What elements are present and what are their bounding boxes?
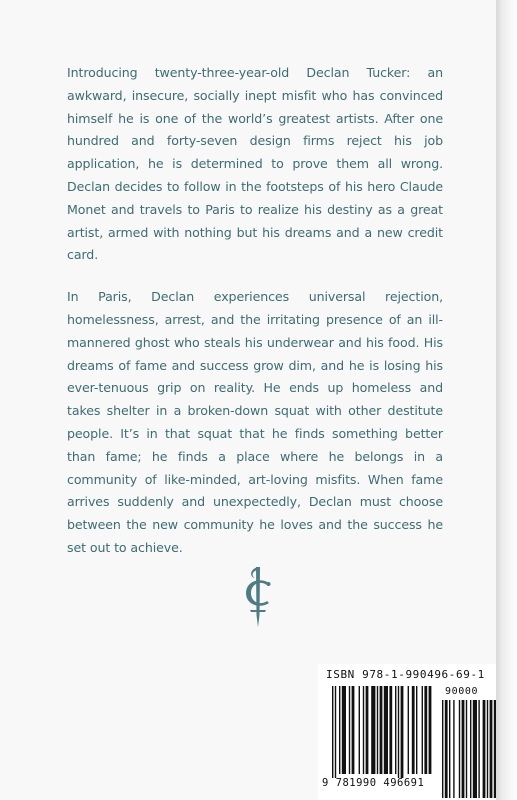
addon-bar (470, 700, 471, 798)
publisher-logo-icon (236, 563, 282, 629)
addon-bar (459, 700, 460, 798)
barcode-bar (401, 686, 404, 778)
barcode-bar (412, 686, 415, 774)
barcode-bar (335, 686, 336, 778)
blurb-text (67, 62, 443, 579)
isbn-barcode (318, 664, 500, 800)
barcode-bar (339, 686, 340, 774)
addon-bar (449, 700, 450, 798)
barcode-bar (377, 686, 378, 774)
isbn-label: ISBN 978-1-990496-69-1 (326, 668, 485, 681)
addon-bar (483, 700, 486, 798)
barcode-bar (416, 686, 417, 774)
barcode-bar (352, 686, 355, 774)
addon-bar (453, 700, 454, 798)
addon-price-code: 90000 (445, 686, 479, 697)
barcode-bar (366, 686, 369, 774)
blurb-paragraph-2: In Paris, Declan experiences universal rejection, homelessness, arrest, and the irritating presence of an ill-mannered ghost who steals his underwear and his food. His dreams of fame and success grow dim, and he is losing his ever-tenuous grip on reality. He ends up homeless and takes shelter in a broken-down squat with other destitute people. It’s in that squat that he finds something better than fame; he finds a place where he belongs in a community of like-minded, art-loving misfits. When fame arrives suddenly and unexpectedly, Declan must choose between the new community he loves and the success he set out to achieve. (67, 289, 443, 555)
barcode-bar (408, 686, 409, 774)
barcode-bar (342, 686, 346, 774)
addon-bar (490, 700, 493, 798)
addon-bar (466, 700, 467, 798)
addon-bar (462, 700, 465, 798)
barcode-digits: 9 781990 496691 (322, 777, 425, 789)
barcode-bar (359, 686, 360, 774)
addon-bar (478, 700, 479, 798)
barcode-bar (398, 686, 399, 778)
blurb-paragraph-1: Introducing twenty-three-year-old Declan Tucker: an awkward, insecure, socially inept misfit who has convinced himself he is one of the world’s greatest artists. After one hundred and forty-seven design firms reject his job application, he is determined to prove them all wrong. Declan decides to follow in the footsteps of his hero Claude Monet and travels to Paris to realize his destiny as a great artist, armed with nothing but his dreams and a new credit card. (67, 65, 443, 263)
addon-bar (445, 700, 448, 798)
addon-bar (473, 700, 477, 798)
barcode-bar (380, 686, 383, 774)
barcode-bar (349, 686, 350, 774)
barcode-bar (429, 686, 432, 774)
barcode-bar (422, 686, 423, 774)
barcode-bar (389, 686, 392, 774)
barcode-bar (371, 686, 375, 774)
addon-bar (487, 700, 488, 798)
barcode-bar (363, 686, 364, 774)
barcode-bar (384, 686, 388, 774)
barcode-bar (395, 686, 396, 774)
barcode-bar (332, 686, 333, 778)
addon-bar (442, 700, 443, 798)
barcode-bar (424, 686, 427, 774)
page-edge-shadow (496, 0, 517, 800)
